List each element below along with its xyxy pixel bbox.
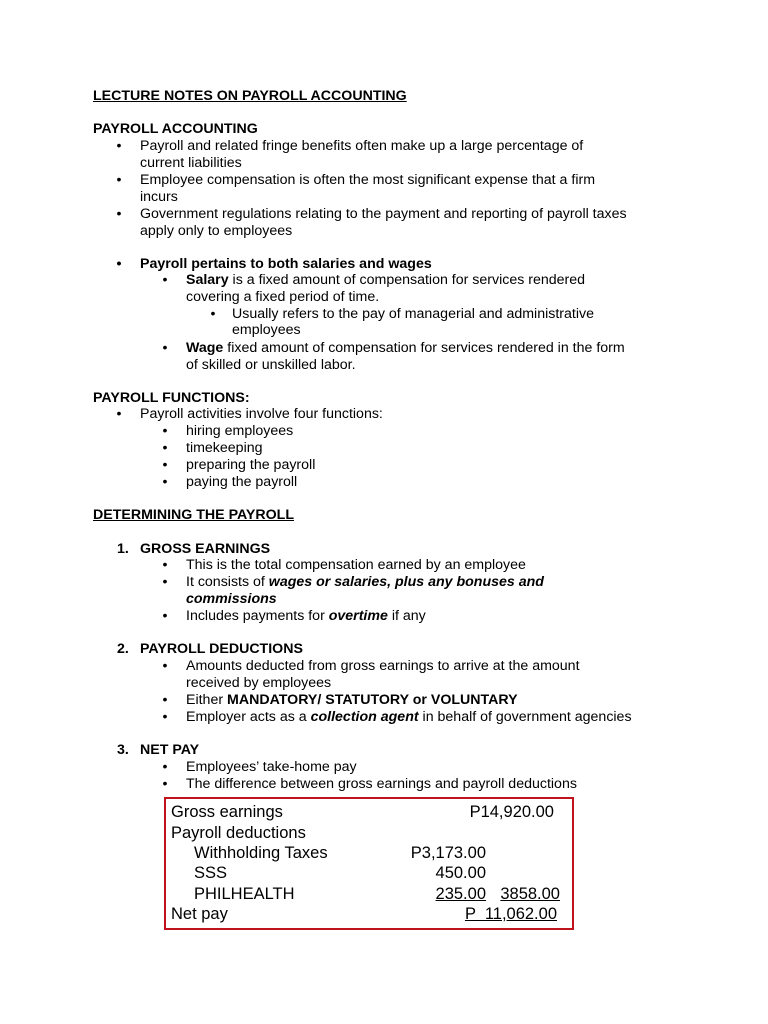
bullet-text: It consists of wages or salaries, plus any bonuses and (186, 574, 544, 590)
philhealth-value: 235.00 (435, 885, 486, 903)
bullet-text-cont: apply only to employees (140, 223, 293, 239)
bullet-icon: • (162, 658, 168, 674)
bullet-text: Includes payments for overtime if any (186, 608, 426, 624)
bullet-icon: • (162, 457, 168, 473)
net-pay-label: Net pay (171, 905, 228, 923)
salary-sub-bullet-cont: employees (232, 322, 301, 338)
bullet-icon: • (116, 206, 122, 222)
bullet-text: This is the total compensation earned by an employee (186, 557, 526, 573)
bullet-text: The difference between gross earnings and payroll deductions (186, 776, 577, 792)
bullet-icon: • (162, 776, 168, 792)
bullet-icon: • (162, 340, 168, 356)
bullet-icon: • (116, 172, 122, 188)
section-heading-payroll-functions: PAYROLL FUNCTIONS: (93, 390, 250, 406)
bullet-icon: • (162, 709, 168, 725)
bullet-icon: • (162, 557, 168, 573)
bullet-text-cont: received by employees (186, 675, 332, 691)
gross-earnings-value: P14,920.00 (469, 803, 554, 821)
bullet-text: Employees’ take-home pay (186, 759, 357, 775)
wage-term: Wage (186, 340, 224, 356)
bullet-text: Government regulations relating to the payment and reporting of payroll taxes (140, 206, 627, 222)
withholding-taxes-label: Withholding Taxes (194, 844, 328, 862)
list-number: 3. (117, 742, 129, 758)
bullet-icon: • (162, 608, 168, 624)
bullet-icon: • (162, 574, 168, 590)
bullet-icon: • (162, 759, 168, 775)
payroll-deductions-label: Payroll deductions (171, 824, 306, 842)
bullet-text-bold: Payroll pertains to both salaries and wages (140, 256, 432, 272)
bullet-icon: • (116, 406, 122, 422)
bullet-text: Employer acts as a collection agent in behalf of government agencies (186, 709, 632, 725)
bullet-text-cont: commissions (186, 591, 277, 607)
function-item: paying the payroll (186, 474, 298, 490)
section-heading-determining-payroll: DETERMINING THE PAYROLL (93, 507, 294, 523)
bullet-icon: • (116, 256, 122, 272)
salary-definition-cont: covering a fixed period of time. (186, 289, 380, 305)
bullet-icon: • (162, 440, 168, 456)
section-heading-payroll-accounting: PAYROLL ACCOUNTING (93, 121, 258, 137)
list-number: 1. (117, 541, 129, 557)
bullet-text: Either MANDATORY/ STATUTORY or VOLUNTARY (186, 692, 518, 708)
subheading-net-pay: NET PAY (140, 742, 200, 758)
net-pay-value: P 11,062.00 (464, 905, 557, 923)
salary-sub-bullet: Usually refers to the pay of managerial and administrative (232, 306, 594, 322)
salary-term: Salary (186, 272, 229, 288)
list-number: 2. (117, 641, 129, 657)
bullet-text: Payroll activities involve four functions: (140, 406, 383, 422)
philhealth-label: PHILHEALTH (194, 885, 295, 903)
payroll-computation-box (164, 797, 574, 930)
function-item: timekeeping (186, 440, 263, 456)
sss-value: 450.00 (435, 864, 486, 882)
withholding-taxes-value: P3,173.00 (410, 844, 486, 862)
function-item: preparing the payroll (186, 457, 316, 473)
wage-definition: Wage fixed amount of compensation for services rendered in the form (186, 340, 625, 356)
bullet-text-cont: incurs (140, 189, 178, 205)
bullet-icon: • (162, 272, 168, 288)
function-item: hiring employees (186, 423, 294, 439)
bullet-icon: • (162, 692, 168, 708)
bullet-text: Employee compensation is often the most significant expense that a firm (140, 172, 596, 188)
bullet-icon: • (162, 423, 168, 439)
document-title: LECTURE NOTES ON PAYROLL ACCOUNTING (93, 88, 407, 104)
sss-label: SSS (194, 864, 228, 882)
bullet-icon: • (210, 306, 216, 322)
bullet-text-cont: current liabilities (140, 155, 242, 171)
bullet-text: Amounts deducted from gross earnings to arrive at the amount (186, 658, 580, 674)
salary-definition: Salary is a fixed amount of compensation for services rendered (186, 272, 586, 288)
total-deductions-value: 3858.00 (500, 885, 560, 903)
wage-definition-cont: of skilled or unskilled labor. (186, 357, 356, 373)
subheading-payroll-deductions: PAYROLL DEDUCTIONS (140, 641, 303, 657)
bullet-text: Payroll and related fringe benefits often make up a large percentage of (140, 138, 584, 154)
bullet-icon: • (116, 138, 122, 154)
bullet-icon: • (162, 474, 168, 490)
subheading-gross-earnings: GROSS EARNINGS (140, 541, 271, 557)
gross-earnings-label: Gross earnings (171, 803, 283, 821)
